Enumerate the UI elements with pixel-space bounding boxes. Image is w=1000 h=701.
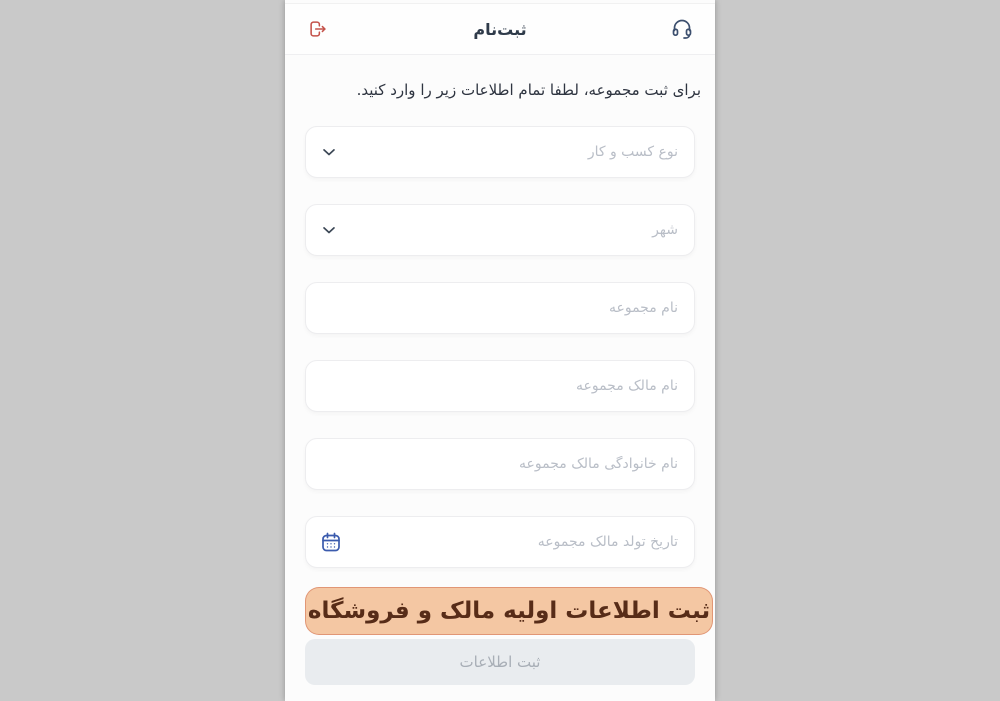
business-type-input[interactable] [306,127,694,177]
owner-birthdate-input[interactable] [306,517,694,567]
annotation-banner: ثبت اطلاعات اولیه مالک و فروشگاه [305,587,713,635]
owner-last-name-field[interactable] [305,438,695,490]
calendar-icon[interactable] [319,530,343,554]
logout-button[interactable] [305,16,331,42]
business-type-select[interactable] [305,126,695,178]
owner-last-name-input[interactable] [306,439,694,489]
owner-birthdate-field[interactable] [305,516,695,568]
city-input[interactable] [306,205,694,255]
owner-first-name-input[interactable] [306,361,694,411]
store-name-field[interactable] [305,282,695,334]
submit-button[interactable]: ثبت اطلاعات [305,639,695,685]
chevron-down-icon[interactable] [319,220,339,240]
owner-first-name-field[interactable] [305,360,695,412]
headset-support-icon [670,17,694,41]
phone-screen [285,0,715,701]
registration-form [285,99,715,568]
page-title: ثبت‌نام [473,19,527,39]
top-bar [285,3,715,55]
logout-icon [307,18,329,40]
chevron-down-icon[interactable] [319,142,339,162]
store-name-input[interactable] [306,283,694,333]
support-button[interactable] [669,16,695,42]
intro-text: برای ثبت مجموعه، لطفا تمام اطلاعات زیر را وارد کنید. [356,81,701,99]
city-select[interactable] [305,204,695,256]
